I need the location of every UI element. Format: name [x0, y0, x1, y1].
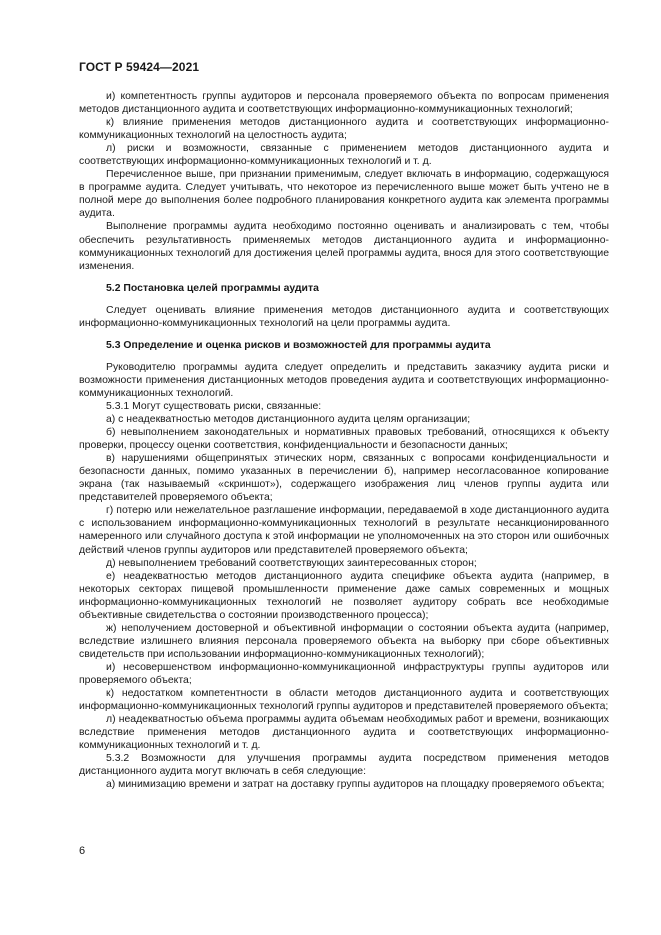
risk-item: к) недостатком компетентности в области методов дистанционного аудита и соответствующих информационно-коммуникационных технологий группы аудиторов и представителей проверяемого объекта; — [79, 688, 609, 713]
risk-item: л) неадекватностью объема программы аудита объемам необходимых работ и времени, возникающих вследствие применения методов дистанционного аудита и соответствующих информационно-коммуникационных технологий и т. д. — [79, 714, 609, 752]
list-item: к) влияние применения методов дистанционного аудита и соответствующих информационно-коммуникационных технологий на целостность аудита; — [79, 117, 609, 142]
subsection-5-3-2-intro: 5.3.2 Возможности для улучшения программы аудита посредством применения методов дистанционного аудита могут включать в себя следующие: — [79, 753, 609, 778]
page-body — [79, 90, 609, 791]
risk-item: б) невыполнением законодательных и нормативных правовых требований, относящихся к объекту проверки, процессу оценки соответствия, конфиденциальности и безопасности данных; — [79, 427, 609, 452]
risk-item: в) нарушениями общепринятых этических норм, связанных с вопросами конфиденциальности и безопасности данных, помимо указанных в перечислении б), например несогласованное копирование экрана (так называемый «скриншот»), содержащего изображения лиц членов группы аудита или представителей проверяемого объекта; — [79, 453, 609, 504]
page-number: 6 — [79, 845, 86, 857]
section-heading-5-3: 5.3 Определение и оценка рисков и возможностей для программы аудита — [106, 339, 491, 351]
opportunity-item: а) минимизацию времени и затрат на доставку группы аудиторов на площадку проверяемого объекта; — [106, 779, 605, 791]
section-heading-5-2: 5.2 Постановка целей программы аудита — [106, 282, 319, 294]
risk-item: а) с неадекватностью методов дистанционного аудита целям организации; — [106, 414, 471, 426]
paragraph: Перечисленное выше, при признании применимым, следует включать в информацию, содержащуюся в программе аудита. Следует учитывать, что некоторое из перечисленного выше может быть учтено не в полной мере до выполнения более подробного планирования конкретного аудита как элемента программы аудита. — [79, 169, 609, 220]
paragraph: Выполнение программы аудита необходимо постоянно оценивать и анализировать с тем, чтобы обеспечить результативность применяемых методов дистанционного аудита и информационно-коммуникационных технологий для достижения целей программы аудита, внося для этого соответствующие изменения. — [79, 221, 609, 272]
risk-item: ж) неполучением достоверной и объективной информации о состоянии объекта аудита (например, вследствие излишнего влияния персонала проверяемого объекта на выборку при сборе объективных свидетельств при использовании информационно-коммуникационных технологий); — [79, 622, 609, 660]
document-code-header: ГОСТ Р 59424—2021 — [79, 60, 200, 74]
list-item: и) компетентность группы аудиторов и персонала проверяемого объекта по вопросам применения методов дистанционного аудита и соответствующих информационно-коммуникационных технологий; — [79, 91, 609, 116]
list-item: л) риски и возможности, связанные с применением методов дистанционного аудита и соответствующих информационно-коммуникационных технологий и т. д. — [79, 143, 609, 168]
risk-item: и) несовершенством информационно-коммуникационной инфраструктуры группы аудиторов или проверяемого объекта; — [79, 661, 609, 686]
paragraph: Следует оценивать влияние применения методов дистанционного аудита и соответствующих информационно-коммуникационных технологий на цели программы аудита. — [79, 304, 609, 329]
subsection-5-3-1-intro: 5.3.1 Могут существовать риски, связанные: — [106, 400, 322, 412]
risk-item: д) невыполнением требований соответствующих заинтересованных сторон; — [106, 557, 477, 569]
risk-item: е) неадекватностью методов дистанционного аудита специфике объекта аудита (например, в некоторых секторах пищевой промышленности применение даже самых современных и мощных информационно-коммуникационных технологий не позволяет аудитору собрать все необходимые объективные свидетельства о состоянии производственного процесса); — [79, 570, 609, 621]
paragraph: Руководителю программы аудита следует определить и представить заказчику аудита риски и возможности применения дистанционных методов проведения аудита и соответствующих информационно-коммуникационных технологий. — [79, 361, 609, 399]
risk-item: г) потерю или нежелательное разглашение информации, передаваемой в ходе дистанционного аудита с использованием информационно-коммуникационных технологий в результате несанкционированного намеренного или случайного доступа к этой информации не уполномоченных на это сторон или ошибочных действий членов группы аудиторов или представителей проверяемого объекта; — [79, 505, 609, 556]
